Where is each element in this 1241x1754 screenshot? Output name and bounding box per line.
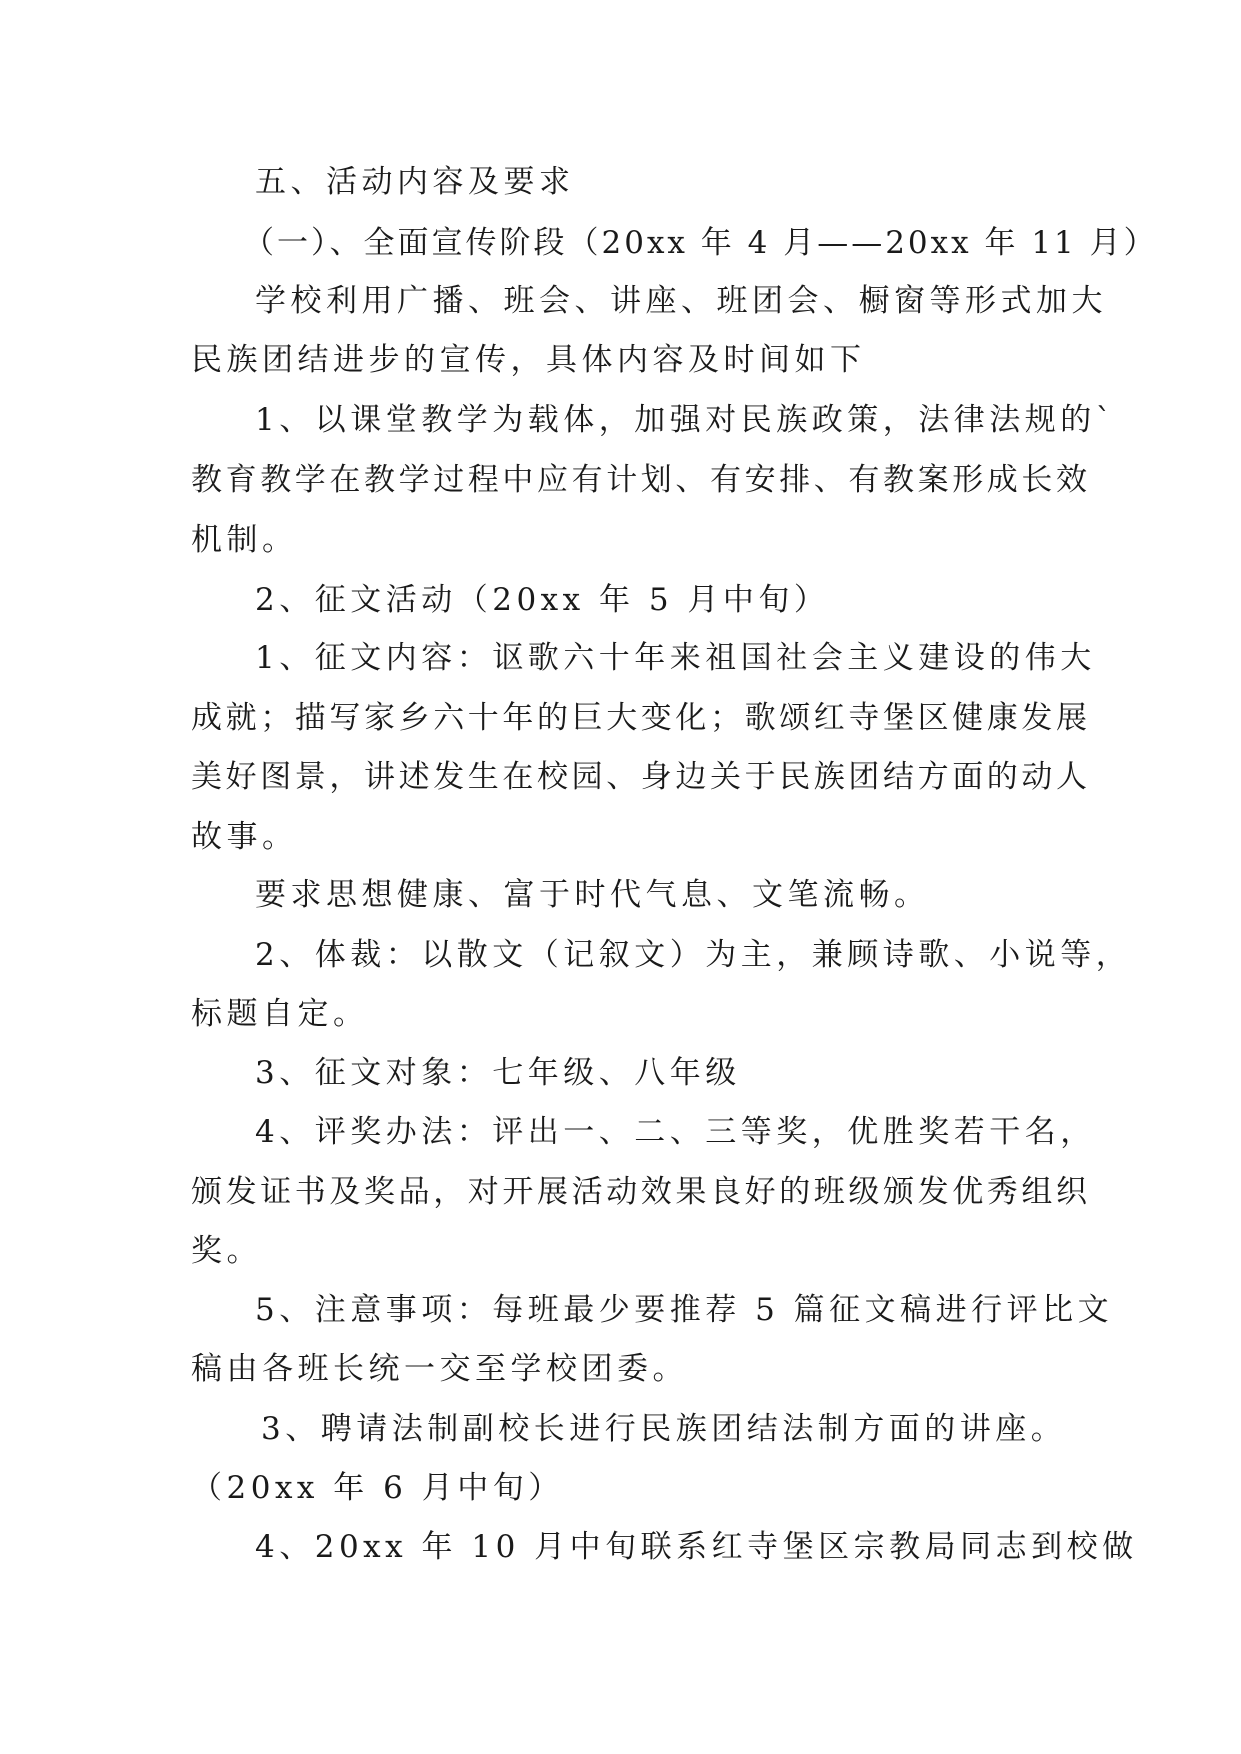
- paragraph-line: 5、注意事项：每班最少要推荐 5 篇征文稿进行评比文: [255, 1292, 1114, 1328]
- paragraph-line: 美好图景，讲述发生在校园、身边关于民族团结方面的动人: [191, 759, 1091, 795]
- paragraph-line: 学校利用广播、班会、讲座、班团会、橱窗等形式加大: [255, 283, 1107, 319]
- paragraph-line: 教育教学在教学过程中应有计划、有安排、有教案形成长效: [191, 462, 1091, 498]
- subsection-heading: （一）、全面宣传阶段（20xx 年 4 月——20xx 年 11 月）: [243, 225, 1158, 261]
- paragraph-line: 2、体裁：以散文（记叙文）为主，兼顾诗歌、小说等，: [255, 937, 1132, 973]
- paragraph-line: 4、20xx 年 10 月中旬联系红寺堡区宗教局同志到校做: [255, 1529, 1138, 1565]
- paragraph-line: 2、征文活动（20xx 年 5 月中旬）: [255, 582, 830, 618]
- paragraph-line: 1、征文内容：讴歌六十年来祖国社会主义建设的伟大: [255, 640, 1096, 676]
- paragraph-line: （20xx 年 6 月中旬）: [191, 1470, 564, 1506]
- paragraph-line: 故事。: [191, 819, 298, 855]
- section-heading: 五、活动内容及要求: [255, 164, 575, 200]
- paragraph-line: 标题自定。: [191, 996, 369, 1032]
- paragraph-line: 要求思想健康、富于时代气息、文笔流畅。: [255, 877, 930, 913]
- paragraph-line: 4、评奖办法：评出一、二、三等奖，优胜奖若干名，: [255, 1114, 1096, 1150]
- paragraph-line: 民族团结进步的宣传，具体内容及时间如下: [191, 342, 866, 378]
- paragraph-line: 成就；描写家乡六十年的巨大变化；歌颂红寺堡区健康发展: [191, 700, 1091, 736]
- paragraph-line: 1、以课堂教学为载体，加强对民族政策，法律法规的`: [255, 402, 1116, 438]
- paragraph-line: 颁发证书及奖品，对开展活动效果良好的班级颁发优秀组织: [191, 1174, 1091, 1210]
- paragraph-line: 3、征文对象：七年级、八年级: [255, 1055, 741, 1091]
- paragraph-line: 奖。: [191, 1233, 262, 1269]
- paragraph-line: 3、聘请法制副校长进行民族团结法制方面的讲座。: [261, 1411, 1067, 1447]
- paragraph-line: 稿由各班长统一交至学校团委。: [191, 1351, 688, 1387]
- paragraph-line: 机制。: [191, 522, 298, 558]
